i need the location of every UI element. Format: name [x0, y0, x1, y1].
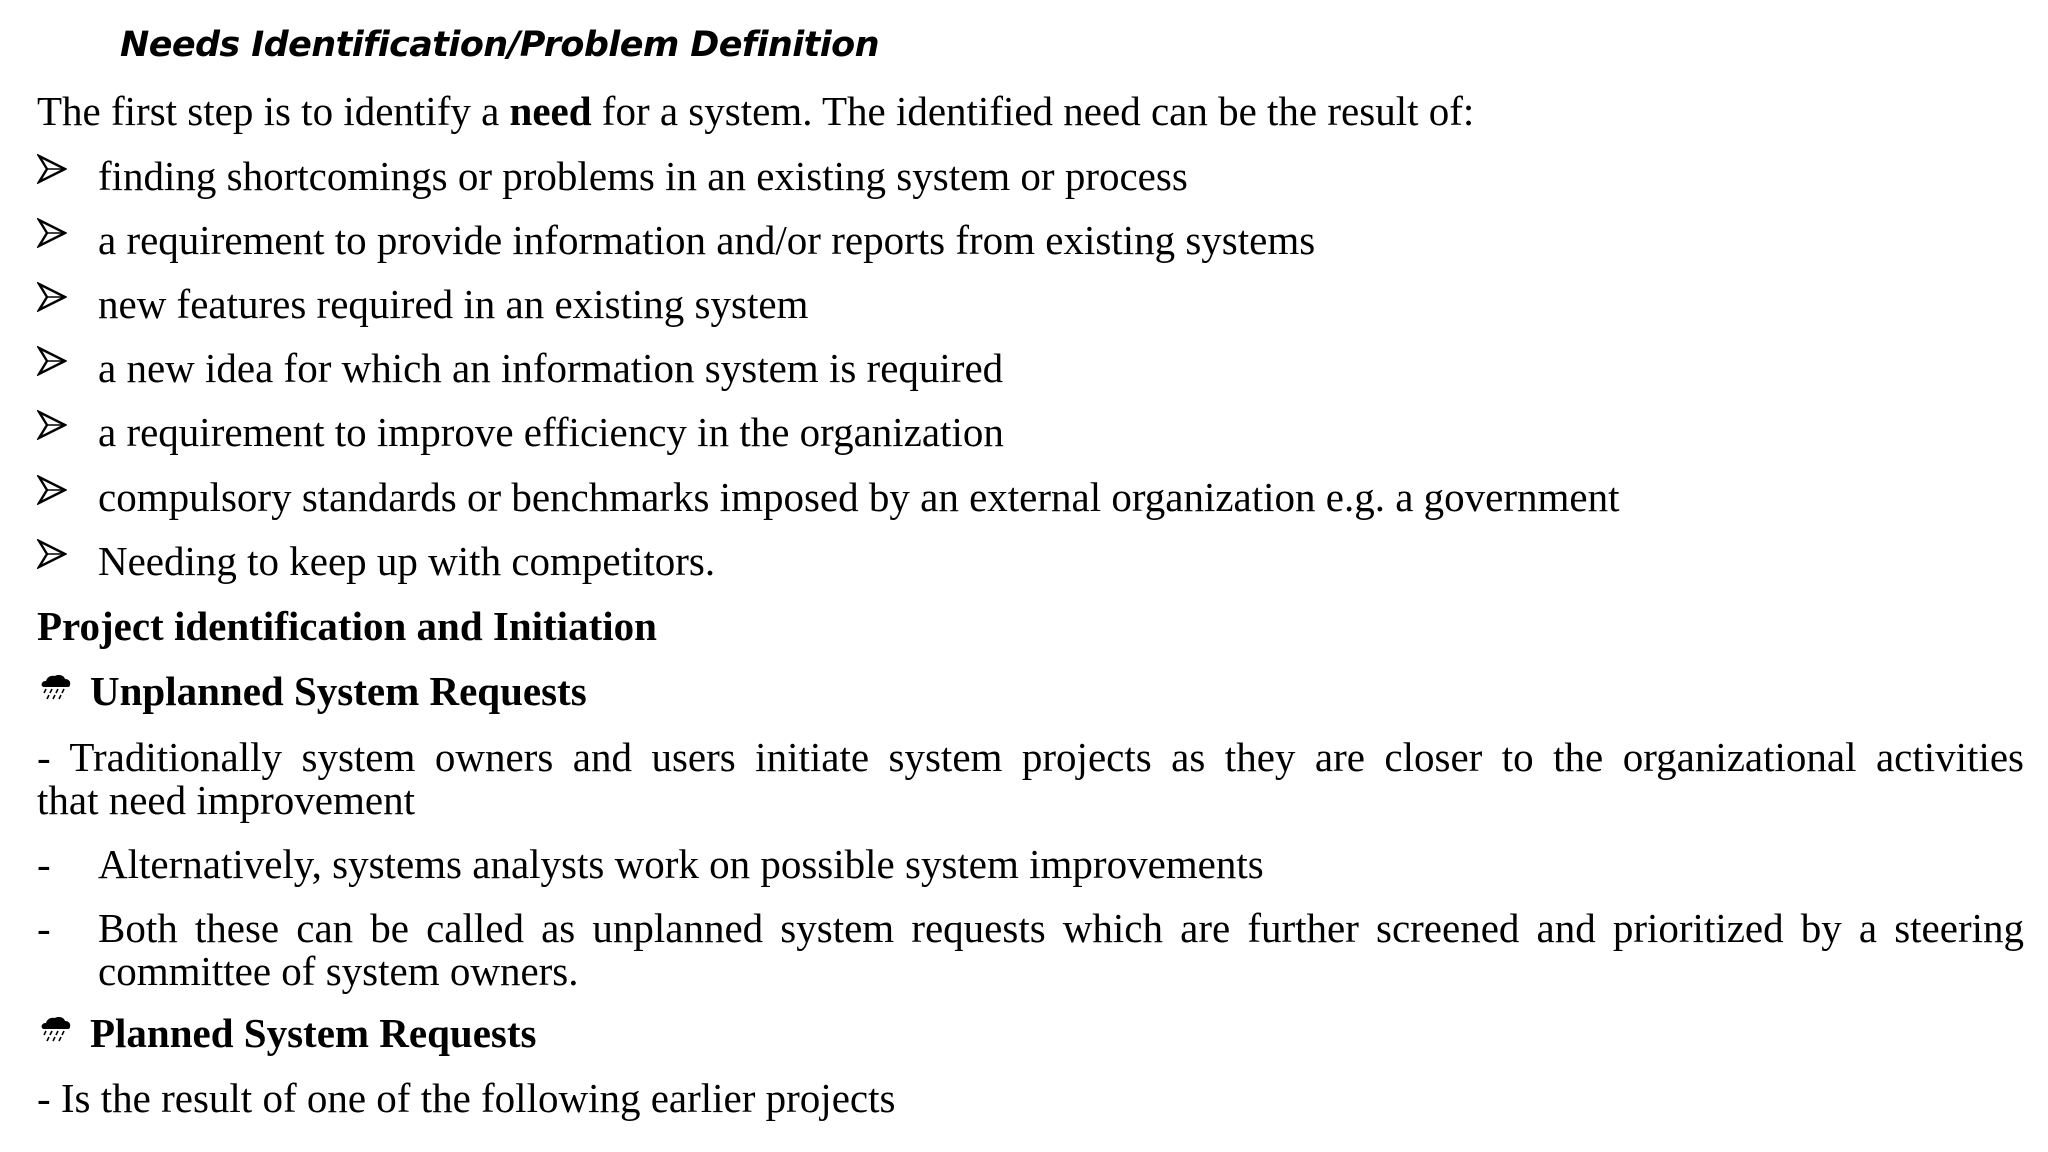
section-heading: Needs Identification/Problem Definition	[120, 25, 879, 65]
intro-paragraph	[37, 88, 1475, 134]
list-item-text: a requirement to provide information and/or reports from existing systems	[98, 217, 1316, 263]
intro-text-before: The first step is to identify a	[37, 88, 510, 134]
arrowhead-bullet-icon	[37, 282, 67, 312]
list-item-text: Alternatively, systems analysts work on possible system improvements	[98, 841, 1264, 887]
unplanned-paragraph-line-1: - Traditionally system owners and users initiate system projects as they are closer to the organizational activities	[37, 734, 2024, 780]
arrowhead-bullet-icon	[37, 154, 67, 184]
dash-bullet: -	[37, 841, 51, 887]
arrowhead-bullet-icon	[37, 410, 67, 440]
list-item-text: a new idea for which an information system is required	[98, 345, 1004, 391]
list-item-text: finding shortcomings or problems in an existing system or process	[98, 153, 1188, 199]
list-item-text-line-2: committee of system owners.	[98, 948, 579, 994]
unplanned-title: Unplanned System Requests	[90, 668, 587, 714]
list-item-text-line-1: Both these can be called as unplanned system requests which are further screened and prioritized by a steering	[98, 905, 2024, 951]
dash-bullet: -	[37, 905, 51, 951]
arrowhead-bullet-icon	[37, 475, 67, 505]
cloud-rain-icon	[40, 1016, 72, 1044]
arrowhead-bullet-icon	[37, 218, 67, 248]
planned-title: Planned System Requests	[90, 1010, 537, 1056]
intro-emphasis: need	[509, 88, 592, 134]
list-item-text: a requirement to improve efficiency in the organization	[98, 409, 1004, 455]
list-item-text: Needing to keep up with competitors.	[98, 538, 716, 584]
section-title: Project identification and Initiation	[37, 603, 657, 649]
planned-paragraph: - Is the result of one of the following earlier projects	[37, 1075, 896, 1121]
intro-text-after: for a system. The identified need can be the result of:	[591, 88, 1475, 134]
cloud-rain-icon	[40, 674, 72, 702]
arrowhead-bullet-icon	[37, 539, 67, 569]
arrowhead-bullet-icon	[37, 346, 67, 376]
list-item-text: compulsory standards or benchmarks imposed by an external organization e.g. a government	[98, 474, 1620, 520]
list-item-text: new features required in an existing system	[98, 281, 809, 327]
unplanned-paragraph-line-2: that need improvement	[37, 777, 415, 823]
